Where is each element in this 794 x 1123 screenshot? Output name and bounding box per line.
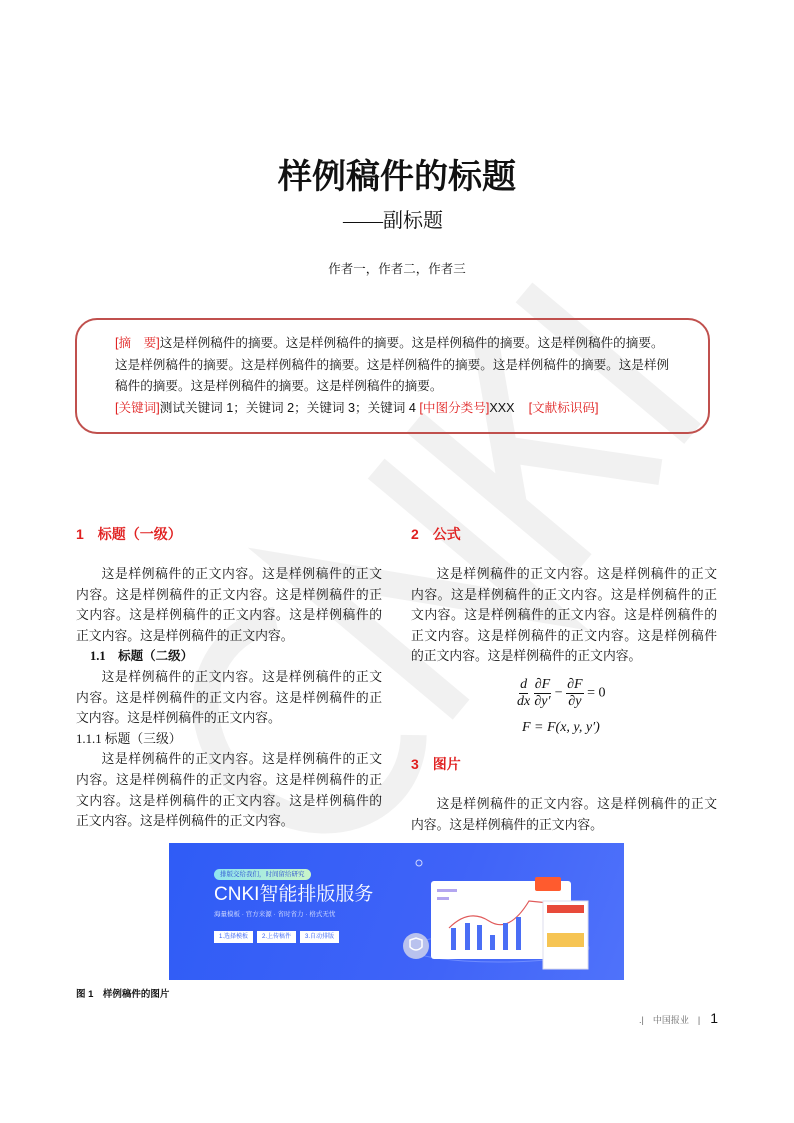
eq-num: d xyxy=(520,676,528,692)
keywords: 测试关键词 1；关键词 2；关键词 3；关键词 4 xyxy=(159,400,416,415)
eq-num: ∂F xyxy=(534,676,551,692)
equations xyxy=(411,677,717,738)
doc-code-label: [文献标识码] xyxy=(528,400,599,415)
paragraph: 这是样例稿件的正文内容。这是样例稿件的正文内容。这是样例稿件的正文内容。 xyxy=(411,796,717,832)
right-column xyxy=(411,524,717,835)
banner-steps xyxy=(214,931,339,943)
abstract-text xyxy=(115,333,672,419)
eq-minus: − xyxy=(554,685,563,701)
heading-1-1: 1.1 标题（二级） xyxy=(90,649,194,664)
eq-den: ∂y xyxy=(568,693,582,709)
left-column xyxy=(76,524,382,835)
eq-den: ∂y′ xyxy=(534,693,551,709)
footer-journal: .| 中国报业 | xyxy=(639,1015,701,1026)
abstract-label: [摘 要] xyxy=(115,336,160,350)
heading-3: 3 图片 xyxy=(411,755,461,772)
figure-banner-image xyxy=(169,843,624,980)
banner-step: 1.选择模板 xyxy=(214,931,253,943)
body-columns xyxy=(76,524,794,835)
banner-text xyxy=(214,869,394,943)
figure-caption: 图 1 样例稿件的图片 xyxy=(76,989,170,1001)
footer xyxy=(0,1010,718,1026)
clc-value: XXX xyxy=(489,400,515,415)
keywords-label: [关键词] xyxy=(115,400,160,415)
page-title: 样例稿件的标题 xyxy=(278,158,516,196)
abstract-body: 这是样例稿件的摘要。这是样例稿件的摘要。这是样例稿件的摘要。这是样例稿件的摘要。这是样例稿件的摘要。这是样例稿件的摘要。这是样例稿件的摘要。这是样例稿件的摘要。这是样例稿件的摘要。这是样例稿件的摘要。这是样例稿件的摘要。 xyxy=(115,336,670,393)
banner-illustration xyxy=(389,853,619,973)
page-number: 1 xyxy=(710,1010,718,1027)
abstract-box xyxy=(75,318,710,434)
banner-step: 3.自动排版 xyxy=(300,931,339,943)
eq-num: ∂F xyxy=(567,676,583,692)
paragraph: 这是样例稿件的正文内容。这是样例稿件的正文内容。这是样例稿件的正文内容。这是样例稿件的正文内容。这是样例稿件的正文内容。 xyxy=(76,669,382,726)
banner-features: 海量模板 · 官方来源 · 省时省力 · 格式无忧 xyxy=(214,911,336,919)
banner-headline: CNKI智能排版服务 xyxy=(214,884,374,906)
paragraph: 这是样例稿件的正文内容。这是样例稿件的正文内容。这是样例稿件的正文内容。这是样例稿件的正文内容。这是样例稿件的正文内容。这是样例稿件的正文内容。这是样例稿件的正文内容。这是样例稿件的正文内容。这是样例稿件的正文内容。 xyxy=(411,567,717,664)
equation-f: F = F(x, y, y′) xyxy=(522,719,600,735)
paragraph: 这是样例稿件的正文内容。这是样例稿件的正文内容。这是样例稿件的正文内容。这是样例稿件的正文内容。这是样例稿件的正文内容。这是样例稿件的正文内容。这是样例稿件的正文内容。 xyxy=(76,752,382,829)
heading-1-1-1: 1.1.1 标题（三级） xyxy=(76,731,182,746)
subtitle: ——副标题 xyxy=(343,210,443,232)
banner-step: 2.上传稿件 xyxy=(257,931,296,943)
paragraph: 这是样例稿件的正文内容。这是样例稿件的正文内容。这是样例稿件的正文内容。这是样例稿件的正文内容。这是样例稿件的正文内容。这是样例稿件的正文内容。这是样例稿件的正文内容。 xyxy=(76,567,382,643)
heading-2: 2 公式 xyxy=(411,526,461,542)
heading-1: 1 标题（一级） xyxy=(76,526,182,542)
banner-tag: 排版交给我们，时间留给研究 xyxy=(214,869,311,880)
authors: 作者一，作者二，作者三 xyxy=(328,262,466,276)
equation-euler-lagrange xyxy=(517,677,717,710)
eq-den: dx xyxy=(517,693,531,709)
eq-rhs: = 0 xyxy=(587,685,606,701)
clc-label: [中图分类号] xyxy=(419,400,490,415)
